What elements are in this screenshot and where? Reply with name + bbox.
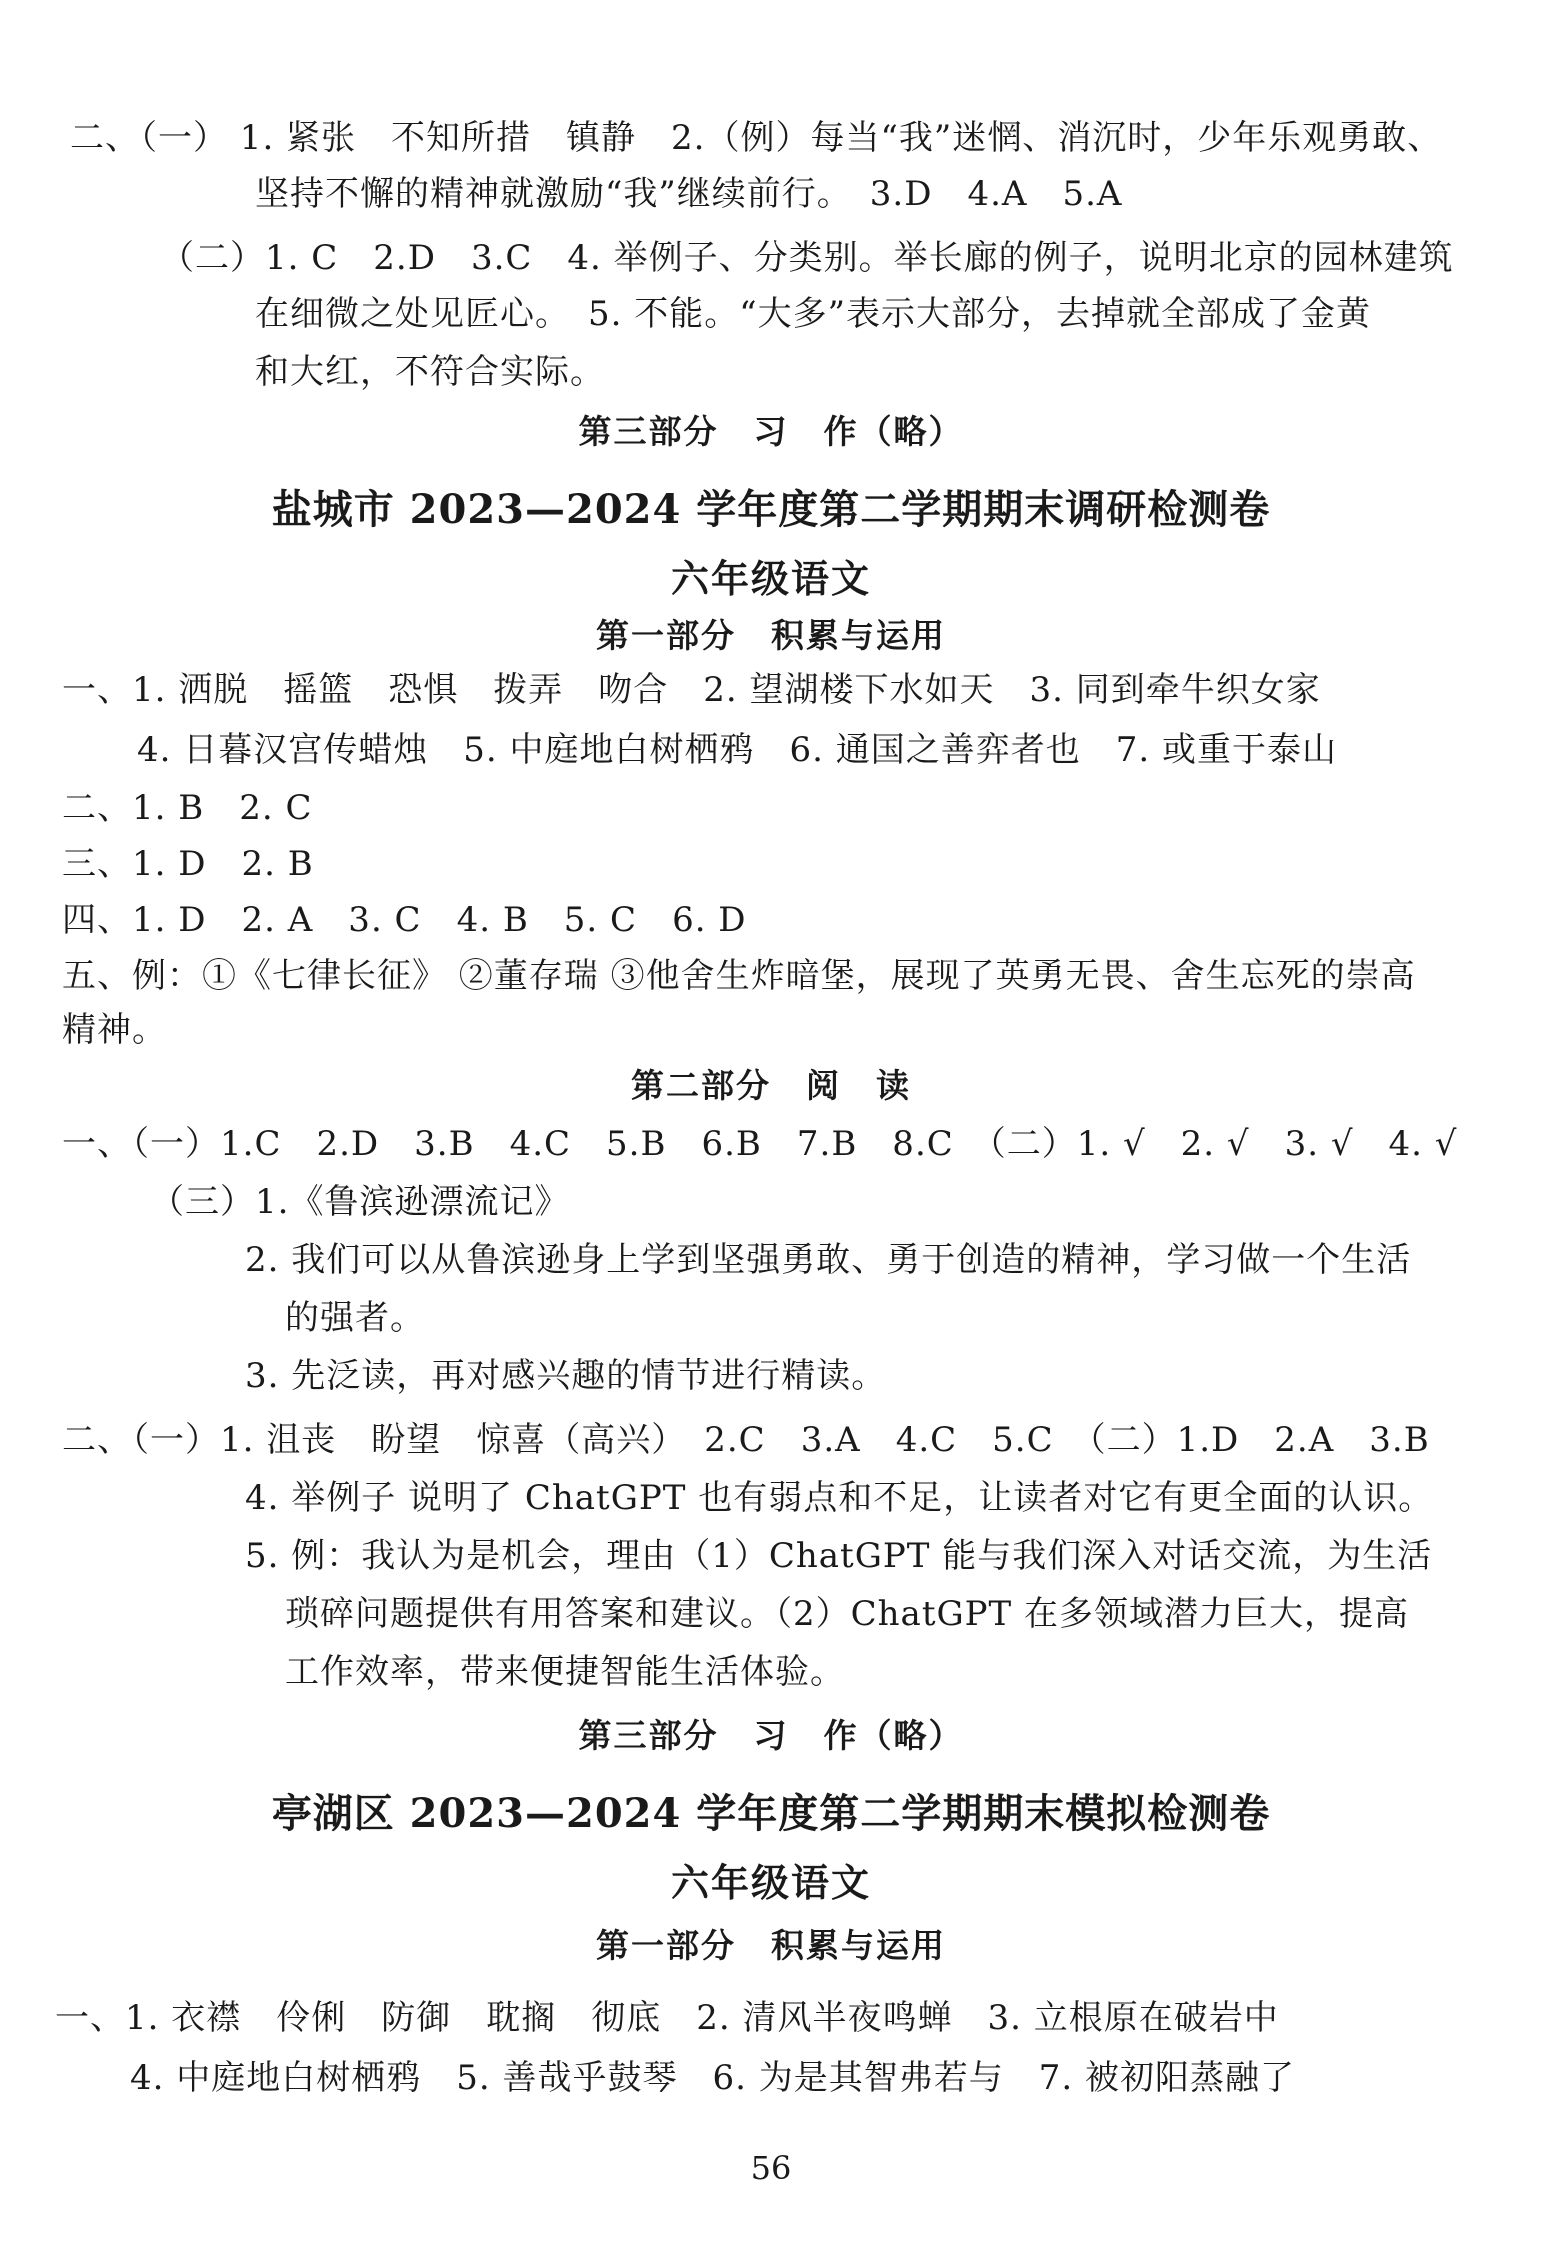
- answer-line: 一、1. 衣襟 伶俐 防御 耽搁 彻底 2. 清风半夜鸣蝉 3. 立根原在破岩中: [55, 1998, 1279, 2038]
- answer-line: 4. 举例子 说明了 ChatGPT 也有弱点和不足，让读者对它有更全面的认识。: [245, 1478, 1434, 1518]
- part-heading: 第二部分 阅 读: [631, 1066, 911, 1105]
- answer-line: 工作效率，带来便捷智能生活体验。: [285, 1652, 845, 1692]
- answer-line: 4. 日暮汉宫传蜡烛 5. 中庭地白树栖鸦 6. 通国之善弈者也 7. 或重于泰山: [137, 730, 1337, 770]
- answer-line: 的强者。: [285, 1298, 425, 1338]
- answer-line: 和大红，不符合实际。: [255, 352, 605, 392]
- answer-line: 二、1. B 2. C: [62, 788, 313, 828]
- answer-line: 五、例：①《七律长征》 ②董存瑞 ③他舍生炸暗堡，展现了英勇无畏、舍生忘死的崇高: [62, 956, 1416, 996]
- answer-line: 2. 我们可以从鲁滨逊身上学到坚强勇敢、勇于创造的精神，学习做一个生活: [245, 1240, 1412, 1280]
- answer-line: （二）1. C 2.D 3.C 4. 举例子、分类别。举长廊的例子，说明北京的园林建筑: [160, 238, 1454, 278]
- answer-line: 5. 例：我认为是机会，理由（1）ChatGPT 能与我们深入对话交流，为生活: [245, 1536, 1433, 1576]
- part-heading: 第一部分 积累与运用: [596, 616, 946, 655]
- answer-line: 一、1. 洒脱 摇篮 恐惧 拨弄 吻合 2. 望湖楼下水如天 3. 同到牵牛织女家: [62, 670, 1321, 710]
- part-heading: 第一部分 积累与运用: [596, 1926, 946, 1965]
- answer-line: 坚持不懈的精神就激励“我”继续前行。 3.D 4.A 5.A: [255, 174, 1123, 214]
- answer-line: 二、（一） 1. 紧张 不知所措 镇静 2.（例）每当“我”迷惘、消沉时，少年乐观勇敢、: [70, 118, 1443, 158]
- answer-line: 琐碎问题提供有用答案和建议。（2）ChatGPT 在多领域潜力巨大，提高: [285, 1594, 1409, 1634]
- grade-heading: 六年级语文: [670, 1860, 871, 1905]
- answer-line: 四、1. D 2. A 3. C 4. B 5. C 6. D: [62, 900, 747, 940]
- answer-line: 3. 先泛读，再对感兴趣的情节进行精读。: [245, 1356, 887, 1396]
- answer-line: 精神。: [62, 1010, 167, 1050]
- answer-line: 二、（一）1. 沮丧 盼望 惊喜（高兴） 2.C 3.A 4.C 5.C （二）1.D 2.A 3.B: [62, 1420, 1430, 1460]
- answer-line: 在细微之处见匠心。 5. 不能。“大多”表示大部分，去掉就全部成了金黄: [255, 294, 1372, 334]
- part-heading: 第三部分 习 作（略）: [578, 1716, 964, 1755]
- answer-line: 4. 中庭地白树栖鸦 5. 善哉乎鼓琴 6. 为是其智弗若与 7. 被初阳蒸融了: [130, 2058, 1295, 2098]
- part-heading: 第三部分 习 作（略）: [578, 412, 964, 451]
- page-number: 56: [750, 2149, 792, 2187]
- exam-title: 盐城市 2023—2024 学年度第二学期期末调研检测卷: [271, 486, 1271, 533]
- grade-heading: 六年级语文: [670, 556, 871, 601]
- exam-title: 亭湖区 2023—2024 学年度第二学期期末模拟检测卷: [271, 1790, 1271, 1837]
- answer-line: 一、（一）1.C 2.D 3.B 4.C 5.B 6.B 7.B 8.C （二）1. √ 2. √ 3. √ 4. √: [62, 1124, 1458, 1164]
- answer-line: 三、1. D 2. B: [62, 844, 314, 884]
- answer-line: （三）1.《鲁滨逊漂流记》: [150, 1182, 570, 1222]
